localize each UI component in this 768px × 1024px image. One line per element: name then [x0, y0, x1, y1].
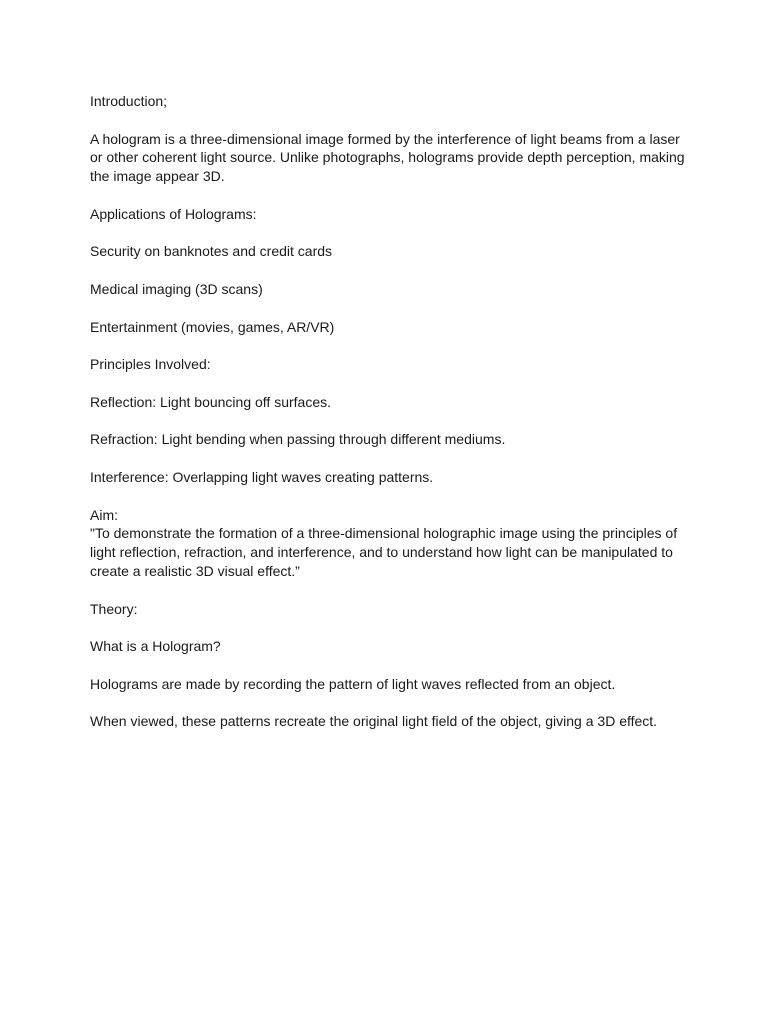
intro-paragraph: A hologram is a three-dimensional image formed by the interference of light beams from a laser or other coherent light source. Unlike photographs, holograms provide depth perception, making the image appear 3D. [90, 130, 685, 185]
theory-point: When viewed, these patterns recreate the original light field of the object, giving a 3D effect. [90, 713, 658, 730]
principles-heading: Principles Involved: [90, 356, 211, 373]
aim-heading: Aim: [90, 506, 118, 523]
application-item: Entertainment (movies, games, AR/VR) [90, 318, 335, 335]
theory-heading: Theory: [90, 600, 138, 617]
applications-heading: Applications of Holograms: [90, 205, 257, 222]
theory-point: Holograms are made by recording the pattern of light waves reflected from an object. [90, 675, 616, 692]
aim-paragraph: "To demonstrate the formation of a three-dimensional holographic image using the principles of light reflection, refraction, and interference, and to understand how light can be manipulated to create a realistic 3D visual effect.” [90, 525, 678, 579]
application-item: Medical imaging (3D scans) [90, 280, 263, 297]
application-item: Security on banknotes and credit cards [90, 243, 333, 260]
principle-item: Interference: Overlapping light waves creating patterns. [90, 468, 434, 485]
principle-item: Refraction: Light bending when passing through different mediums. [90, 431, 506, 448]
document-body [90, 92, 690, 750]
intro-heading: Introduction; [90, 93, 168, 109]
theory-question: What is a Hologram? [90, 638, 221, 655]
principle-item: Reflection: Light bouncing off surfaces. [90, 393, 332, 410]
